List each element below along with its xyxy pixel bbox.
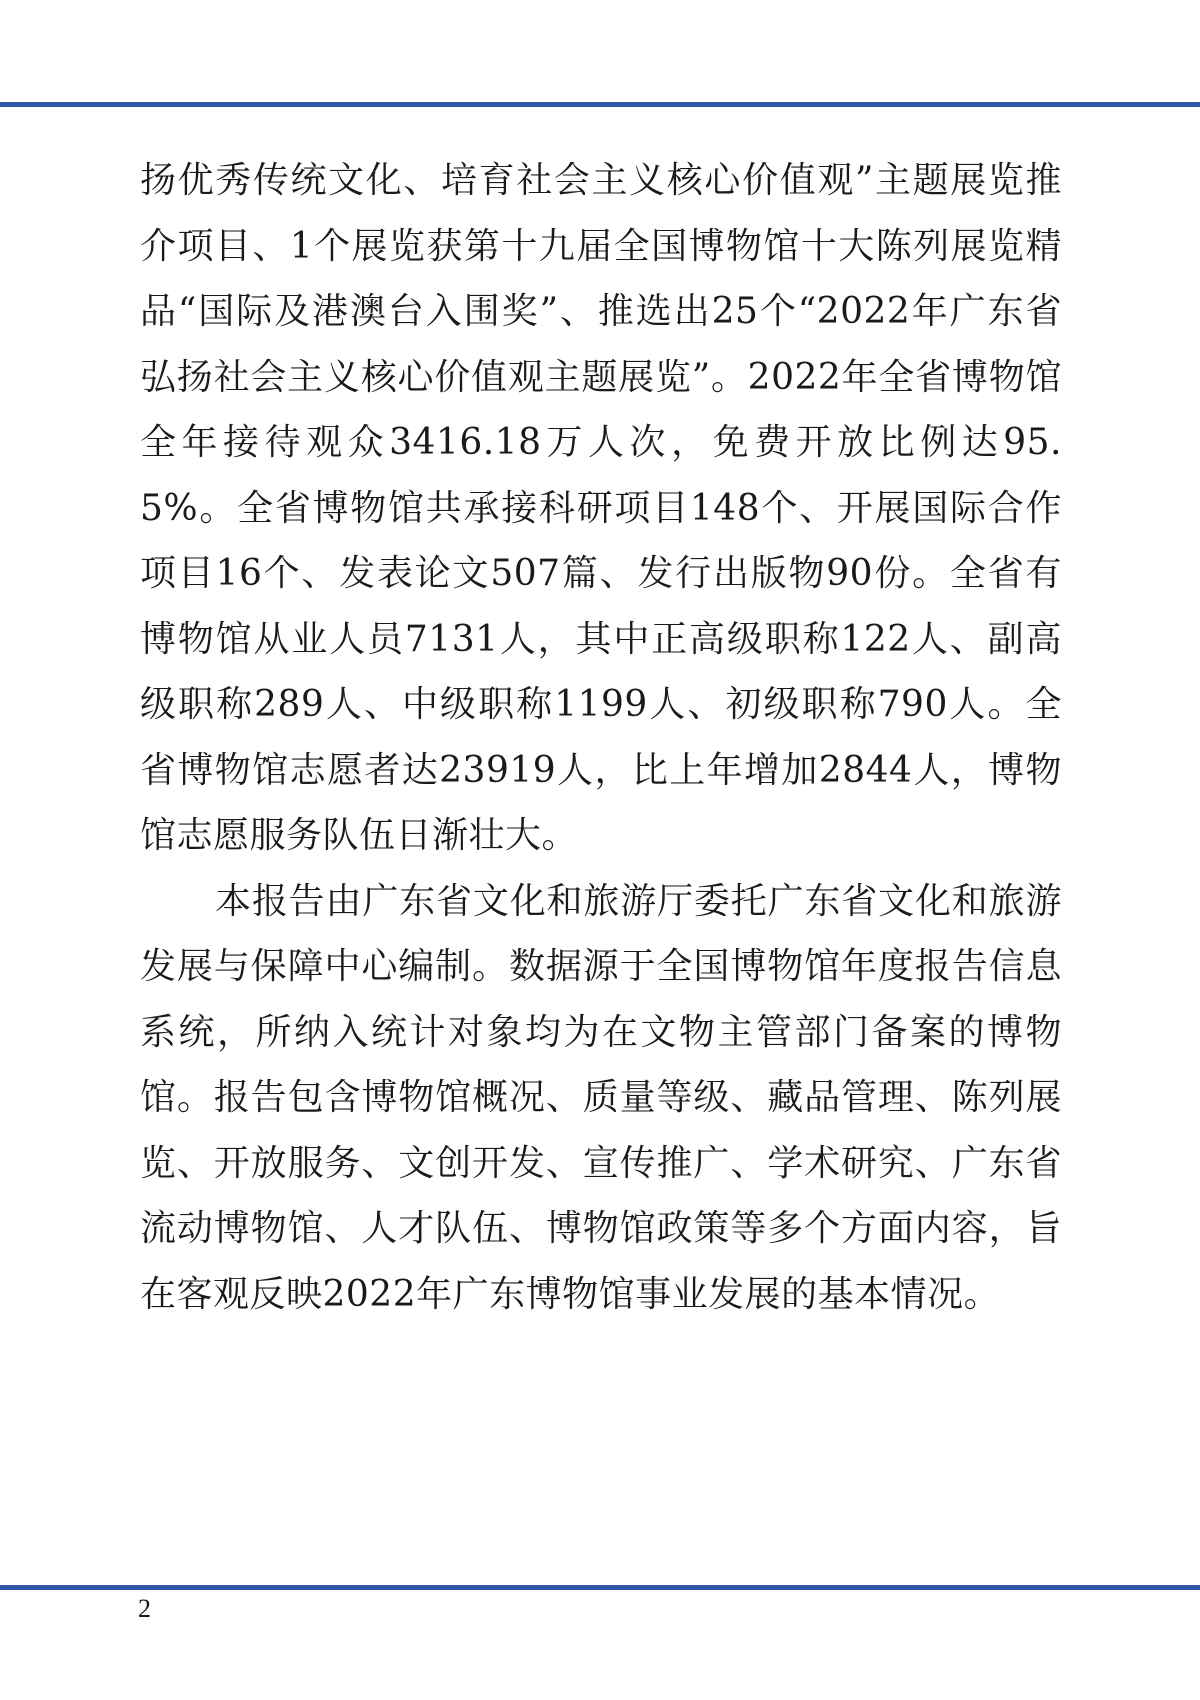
footer-rule bbox=[0, 1585, 1200, 1590]
header-rule bbox=[0, 102, 1200, 107]
body-text bbox=[140, 148, 1062, 1327]
paragraph-2: 本报告由广东省文化和旅游厅委托广东省文化和旅游发展与保障中心编制。数据源于全国博物馆年度报告信息系统，所纳入统计对象均为在文物主管部门备案的博物馆。报告包含博物馆概况、质量等级、藏品管理、陈列展览、开放服务、文创开发、宣传推广、学术研究、广东省流动博物馆、人才队伍、博物馆政策等多个方面内容，旨在客观反映2022年广东博物馆事业发展的基本情况。 bbox=[140, 880, 1062, 1315]
page-number: 2 bbox=[138, 1594, 151, 1623]
paragraph-1: 扬优秀传统文化、培育社会主义核心价值观”主题展览推介项目、1个展览获第十九届全国博物馆十大陈列展览精品“国际及港澳台入围奖”、推选出25个“2022年广东省弘扬社会主义核心价值观主题展览”。2022年全省博物馆全年接待观众3416.18万人次，免费开放比例达95.5%。全省博物馆共承接科研项目148个、开展国际合作项目16个、发表论文507篇、发行出版物90份。全省有博物馆从业人员7131人，其中正高级职称122人、副高级职称289人、中级职称1199人、初级职称790人。全省博物馆志愿者达23919人，比上年增加2844人，博物馆志愿服务队伍日渐壮大。 bbox=[140, 160, 1062, 856]
